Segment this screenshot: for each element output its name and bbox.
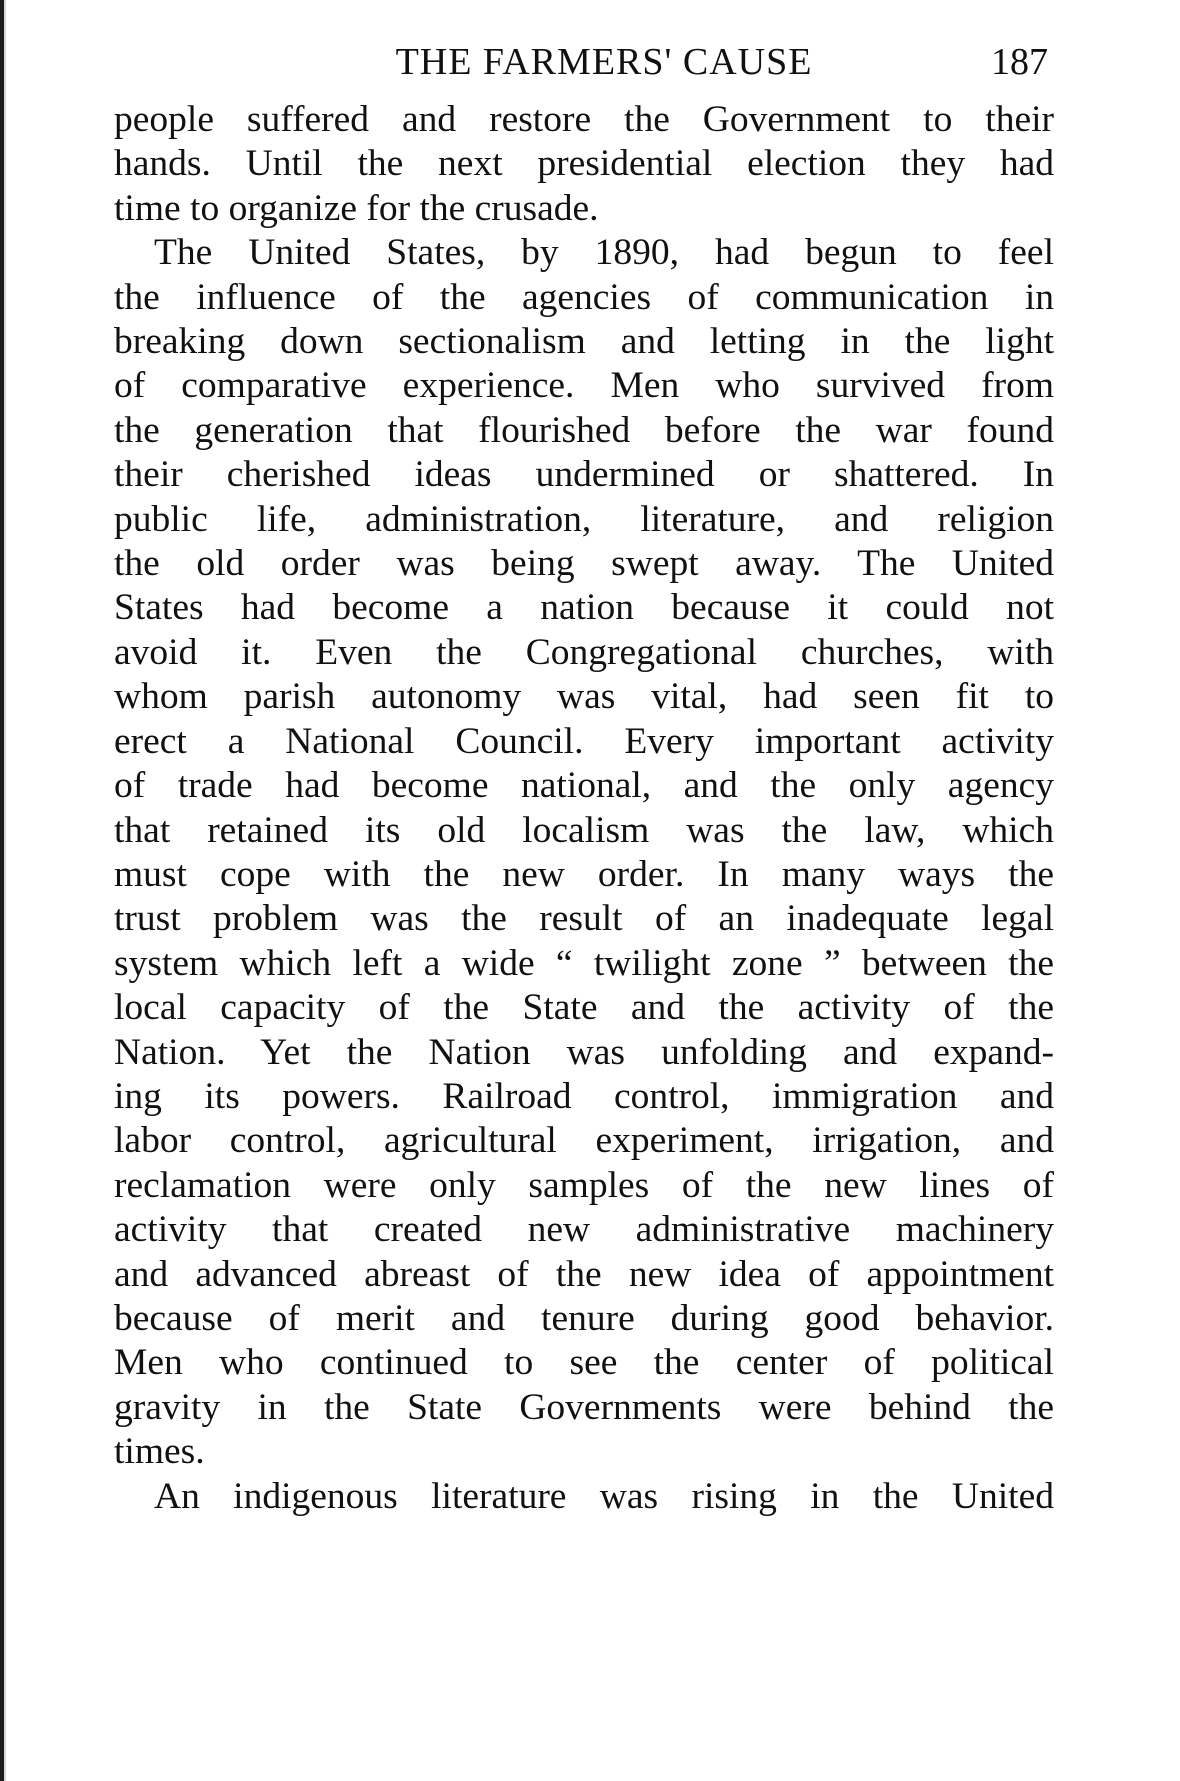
text-line: public life, administration, literature, and religion: [114, 498, 1054, 540]
text-line: reclamation were only samples of the new lines of: [114, 1164, 1054, 1206]
paragraph: [114, 1475, 1054, 1519]
text-line: the old order was being swept away. The United: [114, 543, 1054, 585]
text-line: time to organize for the crusade.: [114, 187, 599, 229]
text-line: States had become a nation because it could not: [114, 587, 1054, 629]
paragraph: [114, 98, 1054, 231]
text-line: labor control, agricultural experiment, irrigation, and: [114, 1120, 1054, 1162]
running-head: THE FARMERS' CAUSE: [395, 41, 813, 83]
text-line: the generation that flourished before the war found: [114, 409, 1054, 451]
text-line: of trade had become national, and the only agency: [114, 765, 1054, 807]
text-line: system which left a wide “ twilight zone ” between the: [114, 942, 1054, 984]
text-line: times.: [114, 1431, 205, 1473]
text-line: that retained its old localism was the law, which: [114, 809, 1054, 851]
text-line: of comparative experience. Men who survived from: [114, 365, 1054, 407]
text-line: gravity in the State Governments were behind the: [114, 1386, 1054, 1428]
text-line: people suffered and restore the Government to their: [114, 99, 1054, 140]
page-header: [114, 40, 1054, 98]
text-line: breaking down sectionalism and letting in the light: [114, 321, 1054, 363]
text-line: their cherished ideas undermined or shattered. In: [114, 454, 1054, 496]
text-line: trust problem was the result of an inadequate legal: [114, 898, 1054, 940]
text-line: hands. Until the next presidential election they had: [114, 143, 1054, 185]
text-line: An indigenous literature was rising in the United: [154, 1475, 1054, 1517]
paragraph: [114, 231, 1054, 1474]
text-line: ing its powers. Railroad control, immigration and: [114, 1075, 1054, 1117]
text-line: The United States, by 1890, had begun to feel: [154, 232, 1054, 274]
text-line: erect a National Council. Every important activity: [114, 720, 1054, 762]
page-number: 187: [991, 41, 1048, 83]
body-text: [114, 98, 1054, 1519]
book-page: [114, 40, 1054, 1519]
binding-shadow: [4, 0, 6, 1781]
text-line: local capacity of the State and the activity of the: [114, 987, 1054, 1029]
text-line: whom parish autonomy was vital, had seen fit to: [114, 676, 1054, 718]
text-line: activity that created new administrative machinery: [114, 1209, 1054, 1251]
text-line: avoid it. Even the Congregational churches, with: [114, 631, 1054, 673]
text-line: Men who continued to see the center of political: [114, 1342, 1054, 1384]
text-line: must cope with the new order. In many ways the: [114, 853, 1054, 895]
text-line: because of merit and tenure during good behavior.: [114, 1297, 1054, 1339]
text-line: and advanced abreast of the new idea of appointment: [114, 1253, 1054, 1295]
text-line: Nation. Yet the Nation was unfolding and expand-: [114, 1031, 1054, 1073]
text-line: the influence of the agencies of communication in: [114, 276, 1054, 318]
